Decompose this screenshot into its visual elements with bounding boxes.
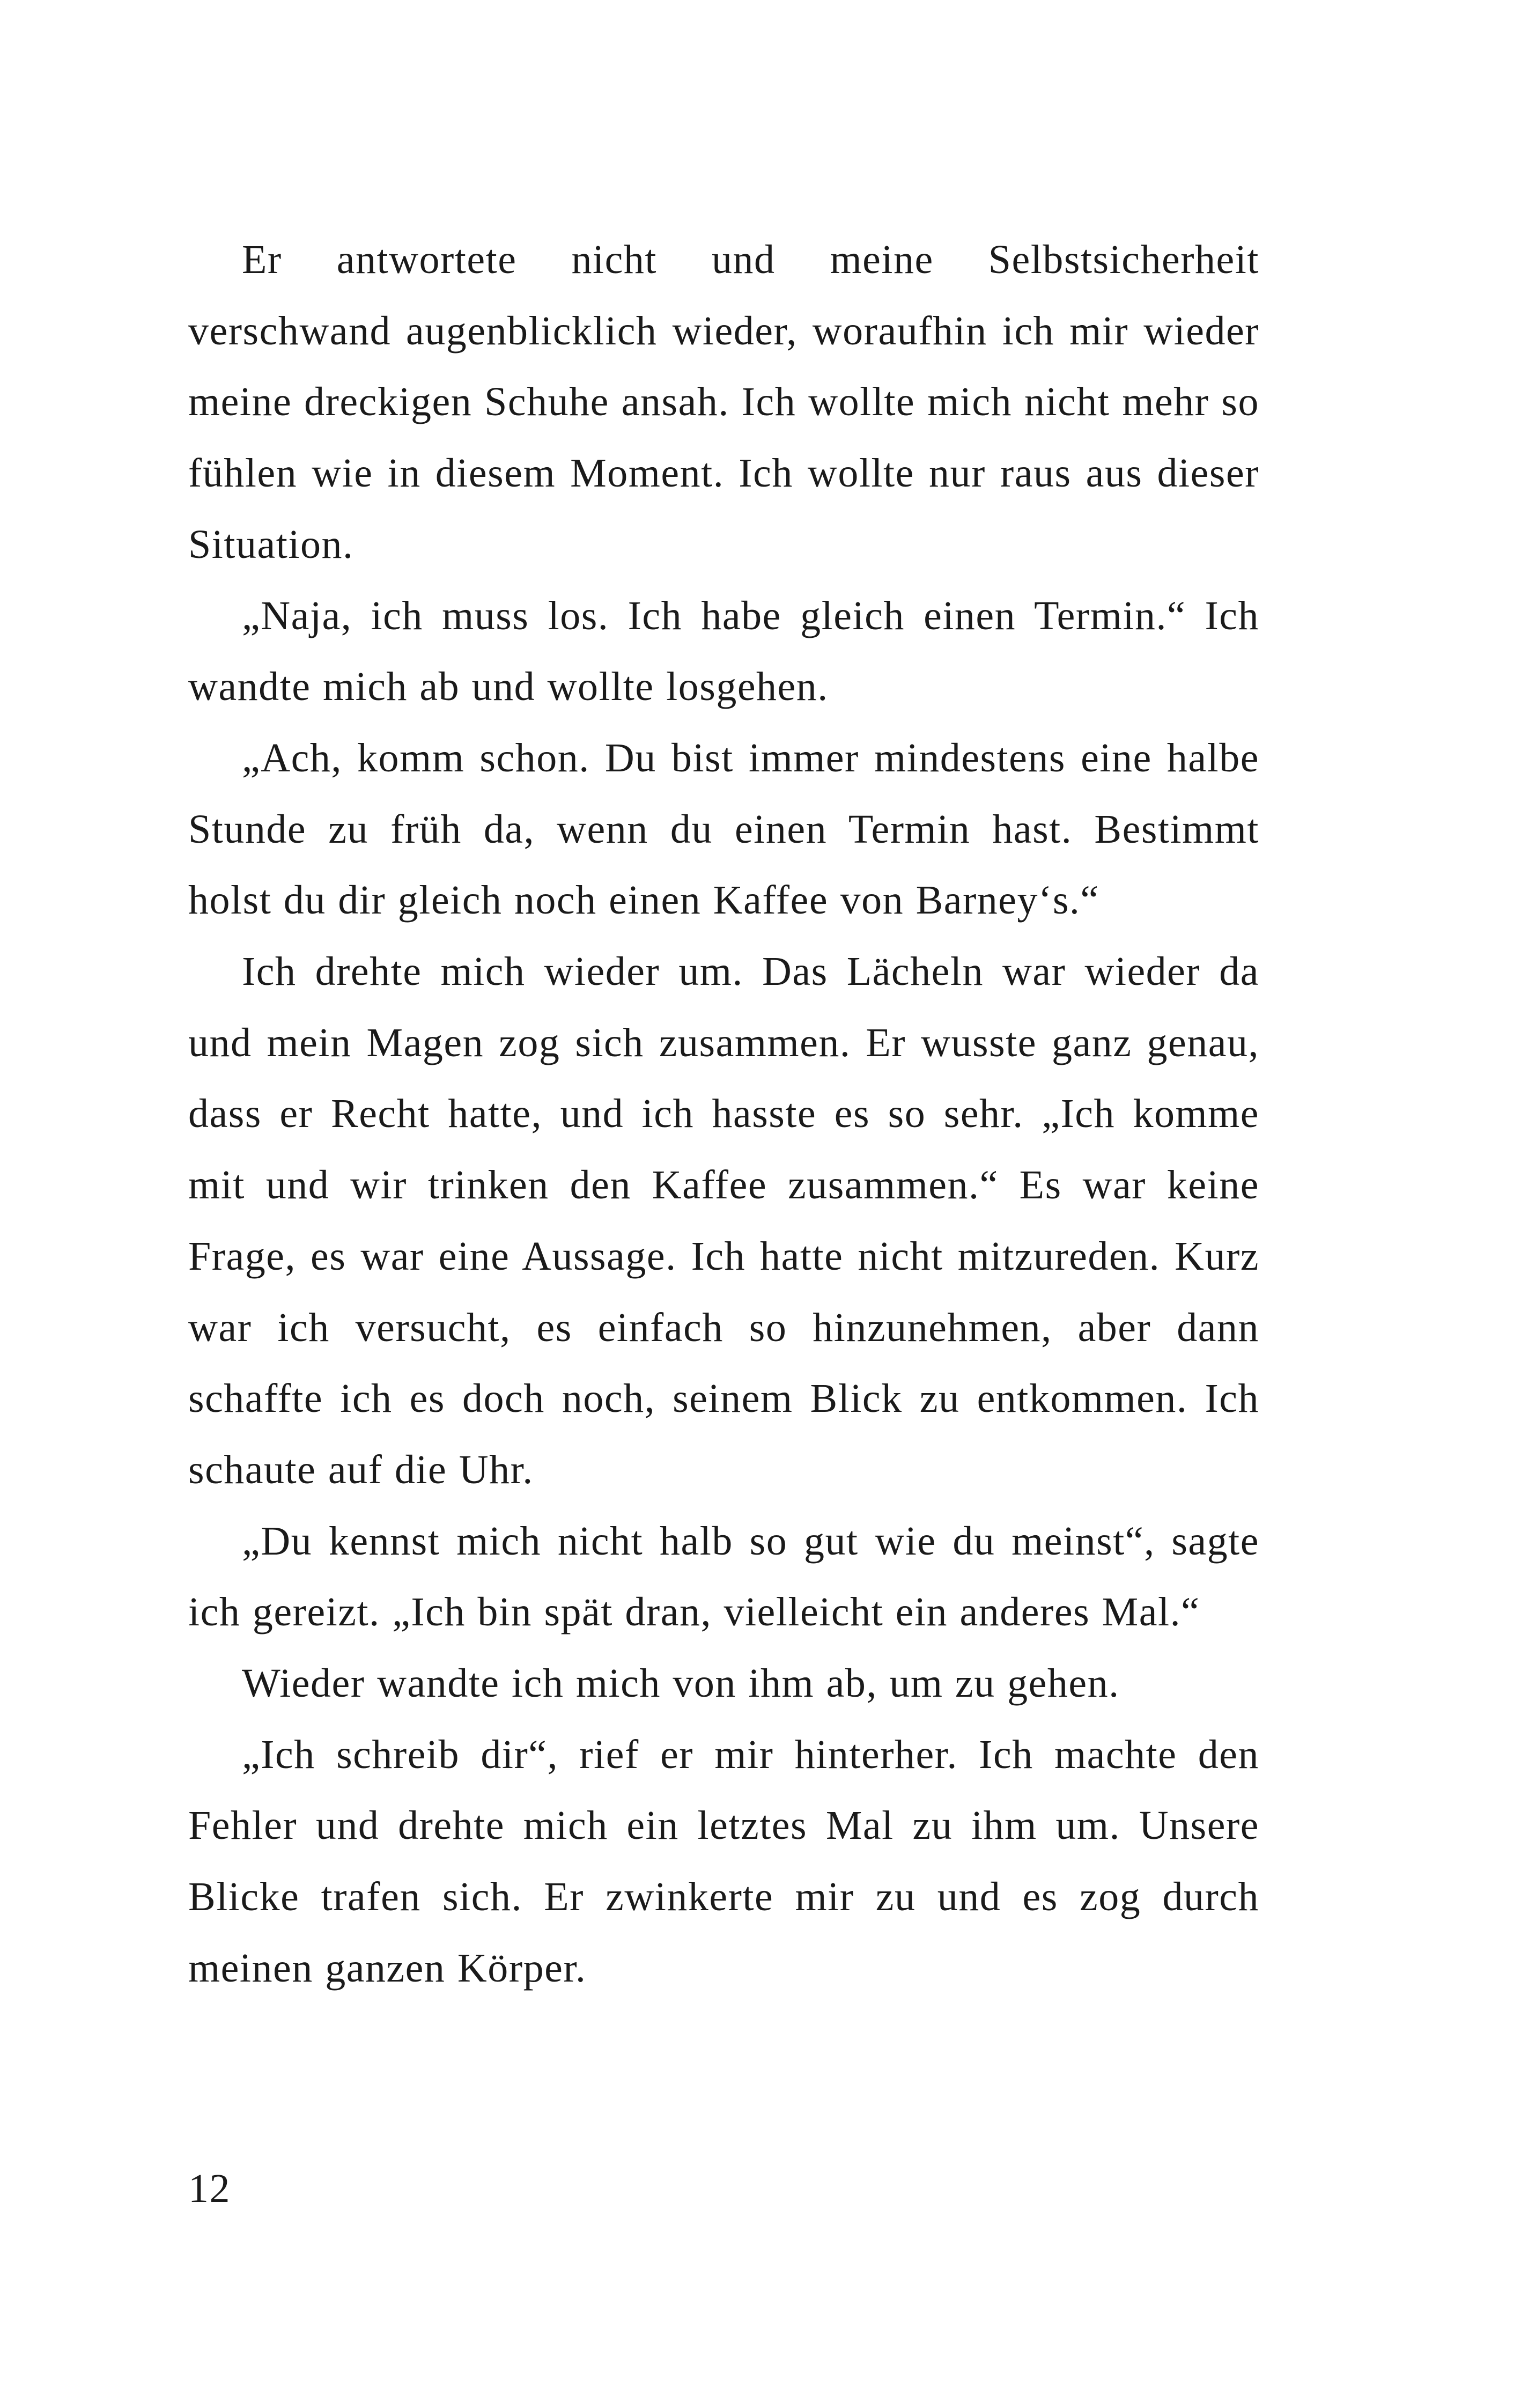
paragraph-4: Ich drehte mich wieder um. Das Lächeln war wieder da und mein Magen zog sich zusammen. Er wusste ganz genau, dass er Recht hatte, und ich hasste es so sehr. „Ich komme mit und wir trinken den Kaffee zusammen.“ Es war keine Frage, es war eine Aussage. Ich hatte nicht mitzureden. Kurz war ich versucht, es einfach so hinzunehmen, aber dann schaffte ich es doch noch, seinem Blick zu entkommen. Ich schaute auf die Uhr. — [188, 949, 1259, 1492]
paragraph-6: Wieder wandte ich mich von ihm ab, um zu gehen. — [242, 1661, 1120, 1706]
paragraph-1: Er antwortete nicht und meine Selbstsicherheit verschwand augenblicklich wieder, woraufhin ich mir wieder meine dreckigen Schuhe ansah. Ich wollte mich nicht mehr so fühlen wie in diesem Moment. Ich wollte nur raus aus dieser Situation. — [188, 237, 1259, 567]
body-text — [188, 224, 1259, 2004]
paragraph-5: „Du kennst mich nicht halb so gut wie du meinst“, sagte ich gereizt. „Ich bin spät dran, vielleicht ein anderes Mal.“ — [188, 1518, 1259, 1635]
page-number: 12 — [188, 2166, 231, 2211]
paragraph-2: „Naja, ich muss los. Ich habe gleich einen Termin.“ Ich wandte mich ab und wollte losgehen. — [188, 593, 1259, 710]
paragraph-3: „Ach, komm schon. Du bist immer mindestens eine halbe Stunde zu früh da, wenn du einen Termin hast. Bestimmt holst du dir gleich noch einen Kaffee von Barney‘s.“ — [188, 735, 1259, 923]
paragraph-7: „Ich schreib dir“, rief er mir hinterher. Ich machte den Fehler und drehte mich ein letztes Mal zu ihm um. Unsere Blicke trafen sich. Er zwinkerte mir zu und es zog durch meinen ganzen Körper. — [188, 1732, 1259, 1991]
